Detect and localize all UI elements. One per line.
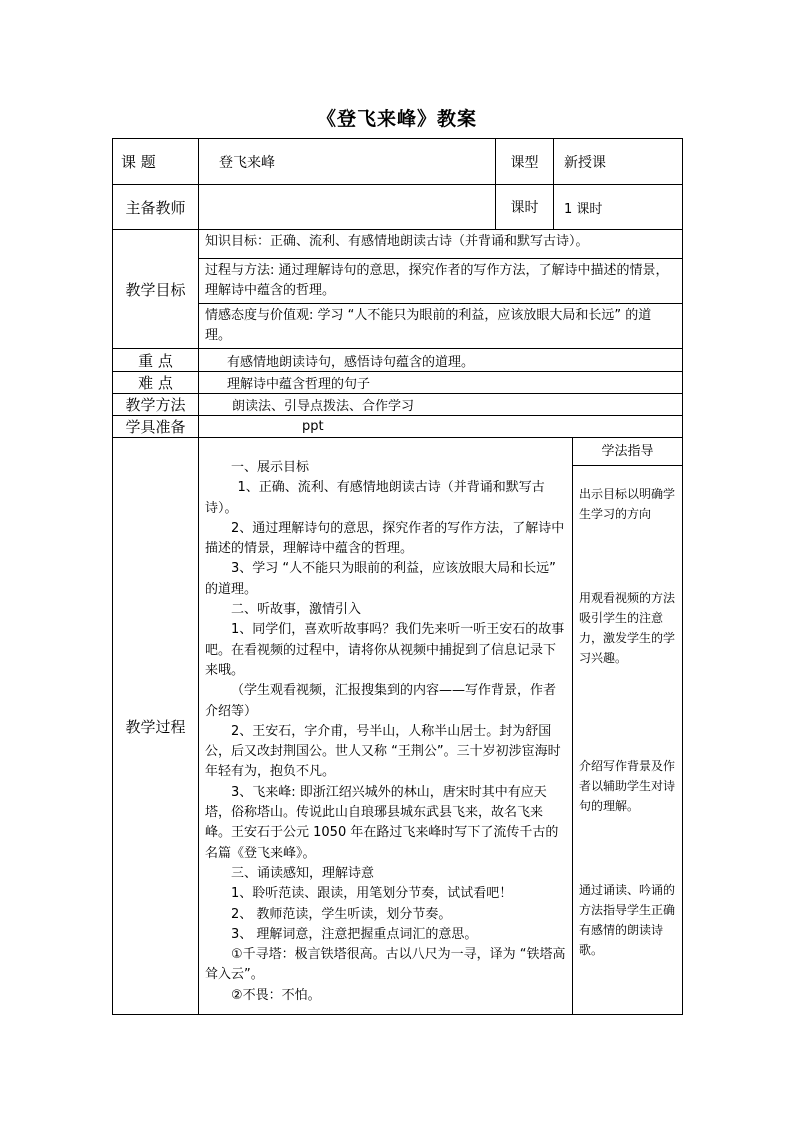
process-line: 3、学习 “人不能只为眼前的利益，应该放眼大局和长远” 的道理。 [205, 561, 556, 597]
topic-value: 登飞来峰 [199, 139, 496, 185]
type-label: 课型 [496, 139, 554, 185]
teacher-value [199, 185, 496, 230]
learning-guide-column [573, 438, 682, 1014]
process-line: 1、正确、流利、有感情地朗读古诗（并背诵和默写古诗）。 [205, 480, 545, 516]
teacher-label: 主备教师 [113, 185, 199, 230]
process-label: 教学过程 [113, 438, 199, 1015]
key-value: 有感情地朗读诗句，感悟诗句蕴含的道理。 [199, 349, 683, 372]
row-teacher [113, 185, 683, 230]
process-content [199, 438, 573, 1014]
methods-label: 教学方法 [113, 394, 199, 416]
guide-note: 通过诵读、吟诵的方法指导学生正确有感情的朗读诗歌。 [579, 883, 676, 957]
guide-title: 学法指导 [573, 438, 682, 466]
guide-note: 出示目标以明确学生学习的方向 [579, 487, 676, 521]
objective-process: 过程与方法: 通过理解诗句的意思，探究作者的写作方法，了解诗中描述的情景，理解诗中蕴含的哲理。 [199, 259, 683, 304]
process-line: 2、王安石，字介甫，号半山，人称半山居士。封为舒国公，后又改封荆国公。世人又称 “王荆公”。三十岁初涉宦海时年轻有为，抱负不凡。 [205, 723, 561, 780]
process-line: 1、聆听范读、跟读，用笔划分节奏，试试看吧！ [231, 886, 513, 902]
objectives-label: 教学目标 [113, 230, 199, 349]
page-title: 《登飞来峰》教案 [316, 108, 477, 130]
key-label: 重 点 [113, 349, 199, 372]
process-line: ②不畏：不怕。 [231, 987, 321, 1003]
topic-label: 课 题 [113, 139, 199, 185]
process-line: 2、 教师范读，学生听读，划分节奏。 [231, 906, 452, 922]
lesson-plan-table [112, 138, 683, 1015]
guide-note: 介绍写作背景及作者以辅助学生对诗句的理解。 [579, 759, 676, 813]
methods-value: 朗读法、引导点拨法、合作学习 [199, 394, 683, 416]
hours-value: 1 课时 [554, 185, 683, 230]
process-line: 2、通过理解诗句的意思，探究作者的写作方法，了解诗中描述的情景，理解诗中蕴含的哲理。 [205, 520, 565, 557]
hours-label: 课时 [496, 185, 554, 230]
process-line: （学生观看视频，汇报搜集到的内容——写作背景，作者介绍等） [205, 683, 557, 719]
tools-value: ppt [199, 416, 683, 438]
difficulty-value: 理解诗中蕴含哲理的句子 [199, 372, 683, 394]
process-line: 三、诵读感知，理解诗意 [231, 865, 375, 881]
row-topic [113, 139, 683, 185]
process-line: 1、同学们，喜欢听故事吗？我们先来听一听王安石的故事吧。在看视频的过程中，请将你从视频中捕捉到了信息记录下来哦。 [205, 622, 565, 678]
process-line: 一、展示目标 [231, 460, 310, 475]
objective-knowledge: 知识目标：正确、流利、有感情地朗读古诗（并背诵和默写古诗）。 [199, 230, 683, 259]
guide-note: 用观看视频的方法吸引学生的注意力，激发学生的学习兴趣。 [579, 591, 676, 665]
process-line: 3、 理解词意，注意把握重点词汇的意思。 [231, 926, 478, 942]
process-line: 3、飞来峰: 即浙江绍兴城外的林山，唐宋时其中有应天塔，俗称塔山。传说此山自琅琊县城东武县飞来，故名飞来峰。王安石于公元 1050 年在路过飞来峰时写下了流传千古的名篇《登飞来峰》。 [205, 784, 559, 861]
objective-attitude: 情感态度与价值观: 学习 “人不能只为眼前的利益，应该放眼大局和长远” 的道理。 [199, 304, 683, 349]
process-line: 二、听故事，激情引入 [231, 602, 362, 618]
process-line: ①千寻塔：极言铁塔很高。古以八尺为一寻，译为 “铁塔高耸入云”。 [205, 947, 566, 983]
tools-label: 学具准备 [113, 416, 199, 438]
difficulty-label: 难 点 [113, 372, 199, 394]
type-value: 新授课 [554, 139, 683, 185]
